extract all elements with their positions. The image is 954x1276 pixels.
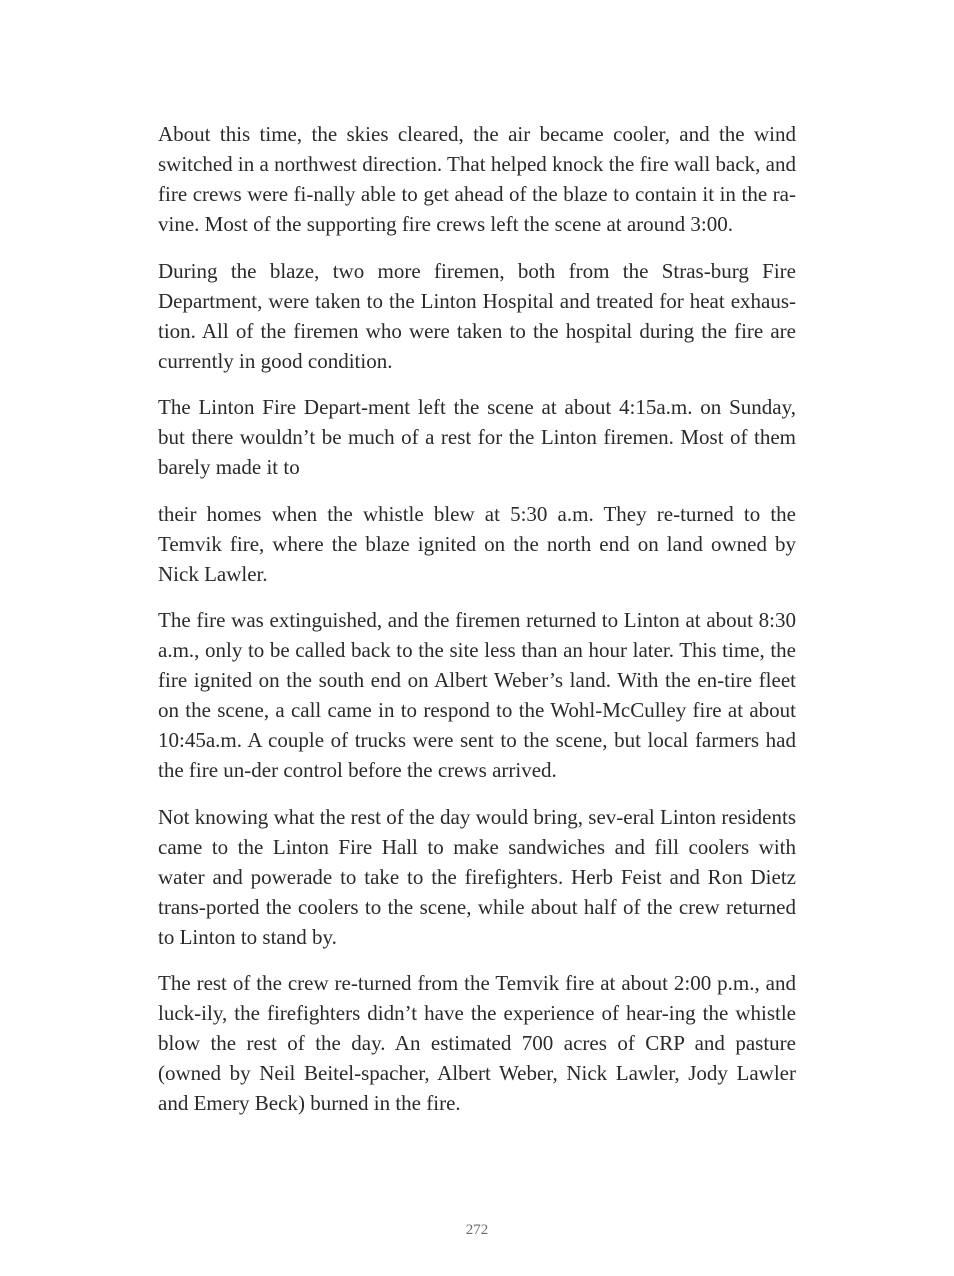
paragraph-1: About this time, the skies cleared, the air became cooler, and the wind switched in a northwest direction. That helped knock the fire wall back, and fire crews were fi-nally able to get ahead of the blaze to contain it in the ra-vine. Most of the supporting fire crews left the scene at around 3:00. xyxy=(158,122,796,236)
paragraph-2: During the blaze, two more firemen, both from the Stras-burg Fire Department, were taken to the Linton Hospital and treated for heat exhaus-tion. All of the firemen who were taken to the hospital during the fire are currently in good condition. xyxy=(158,258,796,373)
paragraph-5: The fire was extinguished, and the firemen returned to Linton at about 8:30 a.m., only to be called back to the site less than an hour later. This time, the fire ignited on the south end on Albert Weber’s land. With the en-tire fleet on the scene, a call came in to respond to the Wohl-McCulley fire at about 10:45a.m. A couple of trucks were sent to the scene, but local farmers had the fire un-der control before the crews arrived. xyxy=(158,608,796,782)
paragraph-7: The rest of the crew re-turned from the Temvik fire at about 2:00 p.m., and luck-ily, the firefighters didn’t have the experience of hear-ing the whistle blow the rest of the day. An estimated 700 acres of CRP and pasture (owned by Neil Beitel-spacher, Albert Weber, Nick Lawler, Jody Lawler and Emery Beck) burned in the fire. xyxy=(158,971,796,1115)
paragraph-3: The Linton Fire Depart-ment left the scene at about 4:15a.m. on Sunday, but there wouldn’t be much of a rest for the Linton firemen. Most of them barely made it to xyxy=(158,395,796,479)
page-number: 272 xyxy=(465,1222,489,1238)
body-text xyxy=(158,119,796,1135)
paragraph-4: their homes when the whistle blew at 5:30 a.m. They re-turned to the Temvik fire, where the blaze ignited on the north end on land owned by Nick Lawler. xyxy=(158,501,796,586)
paragraph-6: Not knowing what the rest of the day would bring, sev-eral Linton residents came to the Linton Fire Hall to make sandwiches and fill coolers with water and powerade to take to the firefighters. Herb Feist and Ron Dietz trans-ported the coolers to the scene, while about half of the crew returned to Linton to stand by. xyxy=(158,804,796,949)
